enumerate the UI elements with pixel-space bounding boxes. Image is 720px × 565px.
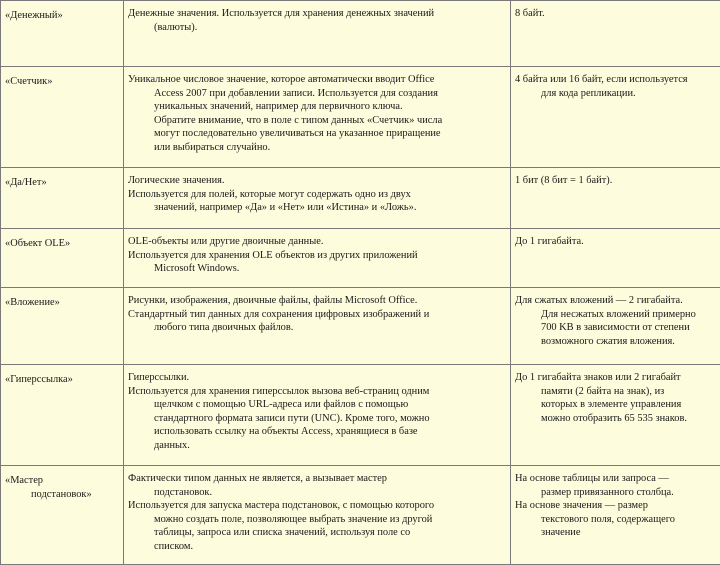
type-name: «Объект OLE» — [5, 237, 121, 251]
description-cell — [124, 365, 511, 466]
description-line: таблицы, запроса или списка значений, используя поле со — [128, 526, 506, 540]
description-line: Стандартный тип данных для сохранения цифровых изображений и — [128, 308, 506, 322]
description-line: Microsoft Windows. — [128, 262, 506, 276]
description-line: могут последовательно увеличиваться на указанное приращение — [128, 127, 506, 141]
type-cell — [1, 229, 124, 288]
size-line: Для несжатых вложений примерно — [515, 308, 720, 322]
table-row — [1, 67, 720, 168]
type-name: «Счетчик» — [5, 75, 121, 89]
description-cell — [124, 466, 511, 565]
description-cell — [124, 67, 511, 168]
description-line: Используется для хранения гиперссылок вызова веб-страниц одним — [128, 385, 506, 399]
description-line: уникальных значений, например для первичного ключа. — [128, 100, 506, 114]
size-line: До 1 гигабайта знаков или 2 гигабайт — [515, 371, 720, 385]
size-cell — [511, 288, 720, 365]
type-name: подстановок» — [5, 488, 121, 502]
type-cell — [1, 1, 124, 67]
table-row — [1, 229, 720, 288]
size-line: размер привязанного столбца. — [515, 486, 720, 500]
type-name: «Денежный» — [5, 9, 121, 23]
description-line: Рисунки, изображения, двоичные файлы, файлы Microsoft Office. — [128, 294, 506, 308]
size-line: Для сжатых вложений — 2 гигабайта. — [515, 294, 720, 308]
description-cell — [124, 229, 511, 288]
description-line: стандартного формата записи пути (UNC). Кроме того, можно — [128, 412, 506, 426]
description-line: Денежные значения. Используется для хранения денежных значений — [128, 7, 506, 21]
description-line: использовать ссылку на объекты Access, хранящиеся в базе — [128, 425, 506, 439]
type-name: «Гиперссылка» — [5, 373, 121, 387]
table-row — [1, 365, 720, 466]
description-line: любого типа двоичных файлов. — [128, 321, 506, 335]
type-cell — [1, 67, 124, 168]
size-cell — [511, 466, 720, 565]
description-line: Гиперссылки. — [128, 371, 506, 385]
table-row — [1, 288, 720, 365]
description-line: или выбираться случайно. — [128, 141, 506, 155]
size-line: На основе таблицы или запроса — — [515, 472, 720, 486]
size-cell — [511, 229, 720, 288]
table-row — [1, 168, 720, 229]
description-cell — [124, 288, 511, 365]
description-cell — [124, 1, 511, 67]
description-line: Уникальное числовое значение, которое автоматически вводит Office — [128, 73, 506, 87]
table-row — [1, 466, 720, 565]
size-line: До 1 гигабайта. — [515, 235, 720, 249]
size-line: 8 байт. — [515, 7, 720, 21]
description-line: Фактически типом данных не является, а вызывает мастер — [128, 472, 506, 486]
description-line: подстановок. — [128, 486, 506, 500]
description-line: данных. — [128, 439, 506, 453]
description-line: Используется для полей, которые могут содержать одно из двух — [128, 188, 506, 202]
description-line: (валюты). — [128, 21, 506, 35]
description-line: Логические значения. — [128, 174, 506, 188]
type-name: «Вложение» — [5, 296, 121, 310]
description-line: можно создать поле, позволяющее выбрать значение из другой — [128, 513, 506, 527]
size-line: 1 бит (8 бит = 1 байт). — [515, 174, 720, 188]
size-line: для кода репликации. — [515, 87, 720, 101]
size-line: можно отобразить 65 535 знаков. — [515, 412, 720, 426]
size-line: памяти (2 байта на знак), из — [515, 385, 720, 399]
description-line: OLE-объекты или другие двоичные данные. — [128, 235, 506, 249]
description-line: Обратите внимание, что в поле с типом данных «Счетчик» числа — [128, 114, 506, 128]
size-cell — [511, 1, 720, 67]
size-line: 700 KB в зависимости от степени — [515, 321, 720, 335]
type-cell — [1, 288, 124, 365]
size-line: текстового поля, содержащего — [515, 513, 720, 527]
size-line: которых в элементе управления — [515, 398, 720, 412]
table-row — [1, 1, 720, 67]
type-cell — [1, 168, 124, 229]
size-line: возможного сжатия вложения. — [515, 335, 720, 349]
type-cell — [1, 466, 124, 565]
type-name: «Да/Нет» — [5, 176, 121, 190]
description-line: списком. — [128, 540, 506, 554]
size-cell — [511, 168, 720, 229]
description-line: щелчком с помощью URL-адреса или файлов с помощью — [128, 398, 506, 412]
size-line: На основе значения — размер — [515, 499, 720, 513]
description-line: значений, например «Да» и «Нет» или «Истина» и «Ложь». — [128, 201, 506, 215]
size-line: 4 байта или 16 байт, если используется — [515, 73, 720, 87]
description-cell — [124, 168, 511, 229]
description-line: Используется для запуска мастера подстановок, с помощью которого — [128, 499, 506, 513]
size-line: значение — [515, 526, 720, 540]
type-cell — [1, 365, 124, 466]
size-cell — [511, 67, 720, 168]
type-name: «Мастер — [5, 474, 121, 488]
size-cell — [511, 365, 720, 466]
description-line: Используется для хранения OLE объектов из других приложений — [128, 249, 506, 263]
description-line: Access 2007 при добавлении записи. Используется для создания — [128, 87, 506, 101]
